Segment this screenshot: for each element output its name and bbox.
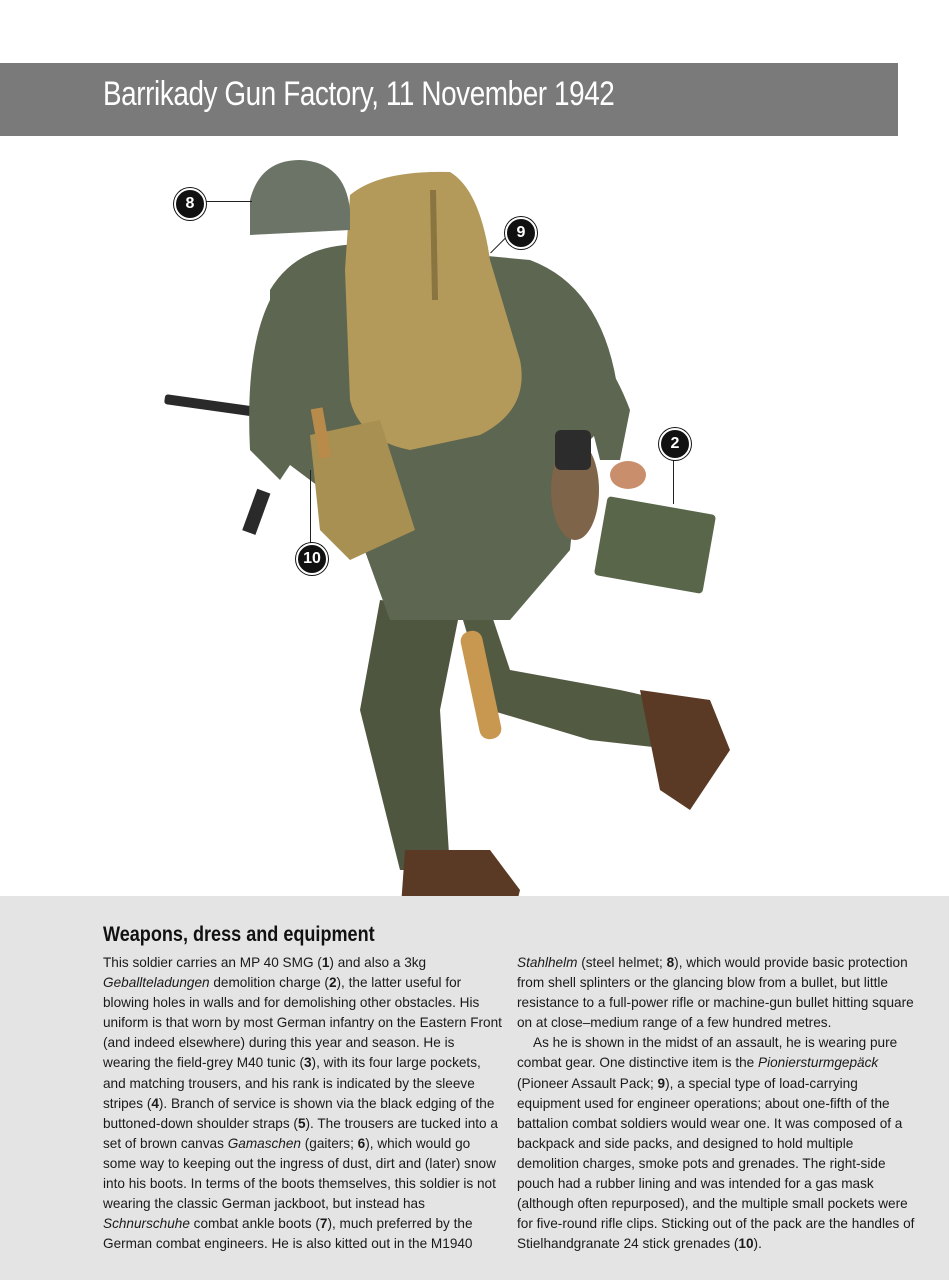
callout-10: 10 (296, 543, 328, 575)
callout-9: 9 (505, 217, 537, 249)
soldier-illustration (150, 150, 770, 940)
right-paragraph-2: As he is shown in the midst of an assault, he is wearing pure combat gear. One distinctive item is the Pioniersturmgepäck (Pioneer Assault Pack; 9), a special type of load-carrying equipment used for engineer operations; about one-fifth of the battalion combat soldiers would wear one. It was composed of a backpack and side packs, and designed to hold multiple demolition charges, smoke pots and grenades. The right-side pouch had a rubber lining and was intended for a gas mask (although often repurposed), and the multiple small pockets were for five-round rifle clips. Sticking out of the pack are the handles of Stielhandgranate 24 stick grenades (10). (517, 1035, 915, 1252)
section-heading: Weapons, dress and equipment (103, 923, 375, 946)
callout-2: 2 (659, 428, 691, 460)
right-paragraph-1: Stahlhelm (steel helmet; 8), which would provide basic protection from shell splinters or the glancing blow from a bullet, but little resistance to a full-power rifle or machine-gun bullet hitting square on at close–medium range of a few hundred metres. (517, 955, 914, 1031)
callout-line-8 (200, 201, 252, 202)
title-banner (0, 63, 898, 136)
page-title: Barrikady Gun Factory, 11 November 1942 (103, 75, 615, 113)
callout-line-10 (310, 470, 311, 543)
callout-line-2 (673, 456, 674, 504)
left-paragraph: This soldier carries an MP 40 SMG (1) and also a 3kg Geballteladungen demolition charge (2), the latter useful for blowing holes in walls and for demolishing other obstacles. His uniform is that worn by most German infantry on the Eastern Front (and indeed elsewhere) during this year and season. He is wearing the field-grey M40 tunic (3), with its four large pockets, and matching trousers, and his rank is indicated by the sleeve stripes (4). Branch of service is shown via the black edging of the buttoned-down shoulder straps (5). The trousers are tucked into a set of brown canvas Gamaschen (gaiters; 6), which would go some way to keeping out the ingress of dust, dirt and (later) snow into his boots. In terms of the boots themselves, this soldier is not wearing the classic German jackboot, but instead has Schnurschuhe combat ankle boots (7), much preferred by the German combat engineers. He is also kitted out in the M1940 (103, 955, 502, 1252)
right-column (517, 953, 917, 1254)
left-column (103, 953, 503, 1254)
callout-8: 8 (174, 188, 206, 220)
text-panel (0, 896, 949, 1280)
